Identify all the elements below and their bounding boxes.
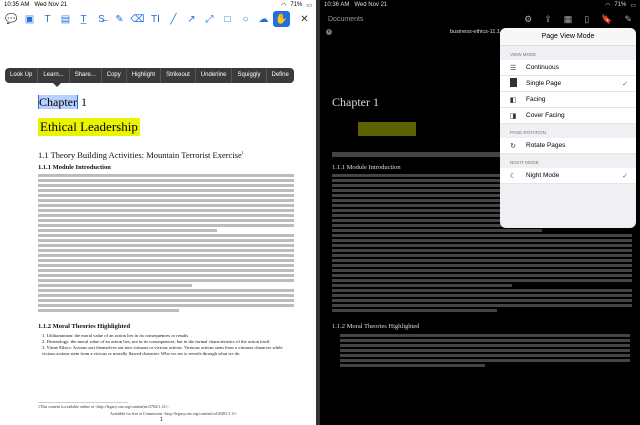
highlight-dark (358, 122, 416, 136)
menu-share[interactable]: Share... (70, 68, 102, 83)
list-item: 1. Utilitarianism: the moral value of an action lies in its consequences or results (42, 333, 189, 338)
line-icon[interactable]: ╱ (170, 13, 177, 25)
status-date: Wed Nov 21 (354, 2, 388, 8)
selected-word[interactable]: Chapter (39, 95, 77, 109)
comment-icon[interactable]: 💬 (5, 13, 18, 25)
grid-icon[interactable]: ▦ (563, 13, 573, 24)
strikeout-icon[interactable]: S̶ (98, 13, 105, 25)
document-navbar (320, 10, 640, 28)
view-mode-facing[interactable] (500, 92, 636, 108)
settings-icon[interactable]: ⚙ (524, 13, 533, 24)
rotate-pages-row[interactable] (500, 138, 636, 154)
theory-list (38, 333, 294, 357)
arrow-icon[interactable]: ↗ (187, 13, 196, 25)
moral-theories-dark (332, 323, 588, 330)
ellipse-icon[interactable]: ○ (242, 13, 249, 25)
menu-highlight[interactable]: Highlight (127, 68, 161, 83)
moon-icon: ☾ (509, 172, 517, 180)
close-doc-icon[interactable]: × (327, 29, 331, 35)
share-icon[interactable]: ⇪ (544, 13, 552, 24)
menu-underline[interactable]: Underline (196, 68, 233, 83)
chapter-heading[interactable] (38, 95, 87, 110)
arrow-icon-2[interactable]: ⤢ (205, 13, 214, 25)
page-view-mode-popover (500, 28, 636, 228)
row-label: Continuous (526, 64, 559, 71)
left-pane (0, 0, 316, 425)
menu-strikeout[interactable]: Strikeout (161, 68, 196, 83)
wifi-icon: ◠ (281, 2, 287, 9)
view-mode-cover-facing[interactable] (500, 108, 636, 124)
continuous-icon: ☰ (509, 64, 517, 72)
body-text-block (38, 174, 294, 314)
module-intro (38, 164, 294, 171)
night-mode-row[interactable] (500, 168, 636, 184)
annotate-icon[interactable]: ✎ (624, 13, 632, 24)
view-mode-single-page[interactable] (500, 76, 636, 92)
menu-learn[interactable]: Learn... (38, 68, 69, 83)
rectangle-icon[interactable]: □ (224, 13, 231, 25)
menu-copy[interactable]: Copy (102, 68, 127, 83)
single-page-icon (508, 78, 518, 89)
status-date: Wed Nov 21 (34, 2, 68, 8)
text-box-icon[interactable]: ▣ (24, 13, 35, 25)
row-label: Single Page (526, 80, 562, 87)
battery-icon: ▭ (306, 2, 312, 9)
eraser-icon[interactable]: ⌫ (130, 13, 145, 25)
cloud-icon[interactable]: ☁ (258, 13, 269, 25)
popover-title: Page View Mode (500, 28, 636, 46)
row-label: Facing (526, 96, 546, 103)
footnote-source: Available for free at Connexions <http://legacy.cnx.org/content/col10491/1.11> (110, 411, 238, 416)
chapter-number: 1 (81, 95, 87, 109)
underline-icon[interactable]: ✎ (115, 13, 124, 25)
status-bar-right (320, 0, 640, 10)
highlight-icon[interactable]: T̲ (80, 13, 87, 25)
text-selection-menu (5, 68, 294, 83)
right-pane (320, 0, 640, 425)
list-lines-dark (340, 334, 630, 369)
pan-hand-icon[interactable]: ✋ (273, 11, 290, 27)
wifi-icon: ◠ (605, 2, 611, 9)
chapter-heading-dark: Chapter 1 (332, 95, 379, 109)
documents-back-button[interactable]: Documents (328, 15, 364, 23)
subsection-title: 1.1.1 Module Introduction (38, 164, 111, 171)
battery-percent: 71% (614, 2, 627, 8)
moral-theories (38, 323, 294, 330)
checkmark-icon: ✓ (622, 80, 628, 88)
battery-percent: 71% (290, 2, 303, 8)
view-mode-header: VIEW MODE (510, 52, 537, 57)
status-bar (0, 0, 316, 10)
annotation-toolbar (0, 10, 316, 28)
menu-squiggly[interactable]: Squiggly (232, 68, 266, 83)
footnote-rule (38, 402, 128, 403)
subsection-title-dark: 1.1.1 Module Introduction (332, 164, 401, 171)
text-icon[interactable]: T (44, 13, 51, 25)
page-view-icon[interactable]: ▯ (584, 13, 590, 24)
bookmark-icon[interactable]: 🔖 (601, 13, 613, 24)
row-label: Night Mode (526, 172, 560, 179)
rotate-icon: ↻ (510, 142, 516, 150)
checkmark-icon: ✓ (622, 172, 628, 180)
night-mode-header: NIGHT MODE (510, 160, 539, 165)
cover-facing-icon: ◨ (509, 112, 517, 120)
status-time: 10:36 AM (324, 2, 350, 8)
subsection-title-2: 1.1.2 Moral Theories Highlighted (38, 323, 131, 330)
status-time: 10:35 AM (4, 2, 30, 8)
document-filename: business-ethics-11.1 (450, 29, 501, 35)
page-number: 1 (160, 417, 163, 423)
row-label: Cover Facing (526, 112, 565, 119)
list-item: 3. Virtue Ethics: Actions sort themselves out into virtuous or vicious actions. Virtuous actions stem from a virtuous character while vicious actions stem from a vicious or morally flawed character. Who we are is reveals through what we do. (42, 345, 283, 356)
row-label: Rotate Pages (526, 142, 566, 149)
section-title: 1.1 Theory Building Activities: Mountain Terrorist Exercise (38, 150, 242, 160)
highlighted-title[interactable]: Ethical Leadership (40, 119, 138, 134)
close-icon[interactable]: ✕ (300, 13, 309, 25)
subsection-title-dark-2: 1.1.2 Moral Theories Highlighted (332, 323, 420, 330)
footnote-mark: 1 (241, 150, 244, 156)
menu-look-up[interactable]: Look Up (5, 68, 38, 83)
text-tool-icon[interactable]: TI (151, 13, 160, 25)
list-item: 2. Deontology: the moral value of an action lies, not in its consequences, but in the formal characteristics of the action itself. (42, 339, 271, 344)
footnote: 1This content is available online at <http://legacy.cnx.org/content/m13784/1.13/>. (38, 404, 170, 409)
view-mode-continuous[interactable] (500, 60, 636, 76)
battery-icon: ▭ (630, 2, 636, 9)
facing-icon: ◧ (509, 96, 517, 104)
rotation-header: PAGE ROTATION (510, 130, 547, 135)
section-heading (38, 150, 294, 160)
note-icon[interactable]: ▤ (60, 13, 71, 25)
menu-define[interactable]: Define (271, 72, 289, 78)
